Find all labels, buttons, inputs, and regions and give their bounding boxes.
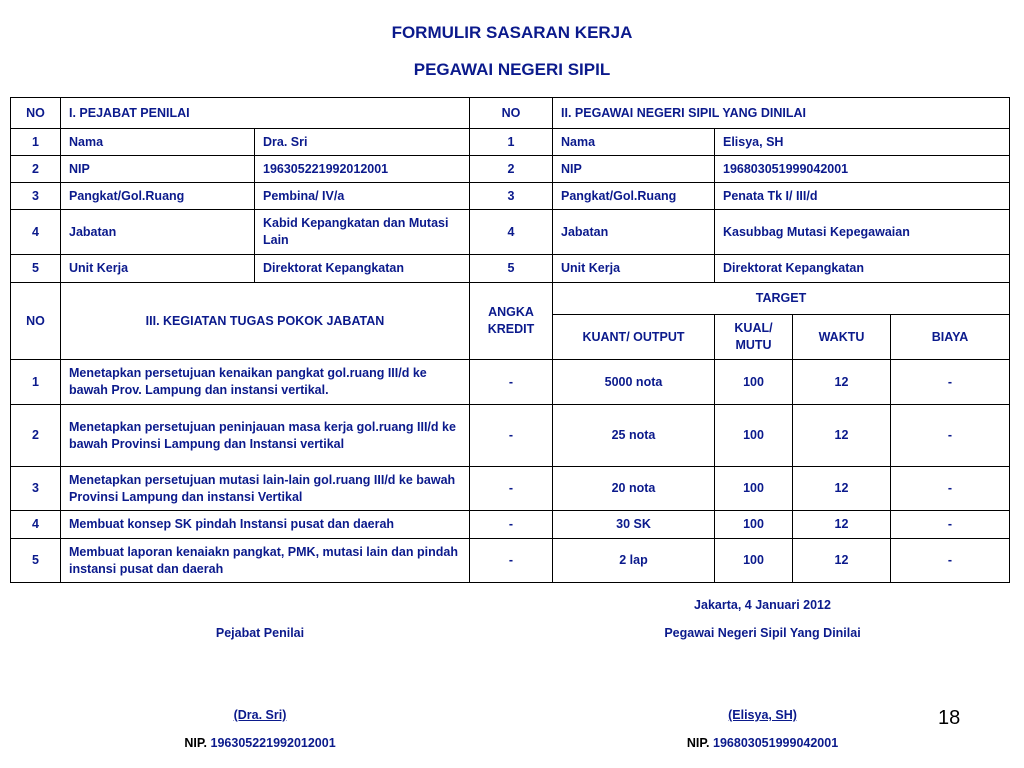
identity-row-unit-kerja xyxy=(11,255,1010,283)
activity-no: 3 xyxy=(11,467,61,511)
place-date: Jakarta, 4 Januari 2012 xyxy=(694,598,831,612)
nip-label: NIP. xyxy=(184,736,208,750)
field-label: Unit Kerja xyxy=(61,255,255,283)
activity-kual: 100 xyxy=(715,539,793,583)
nip-value: 196305221992012001 xyxy=(210,736,336,750)
activity-biaya: - xyxy=(891,539,1010,583)
activity-angka-kredit: - xyxy=(470,539,553,583)
left-signer-name: (Dra. Sri) xyxy=(233,708,287,722)
activity-waktu: 12 xyxy=(793,405,891,467)
activity-biaya: - xyxy=(891,360,1010,405)
activity-no: 1 xyxy=(11,360,61,405)
activity-angka-kredit: - xyxy=(470,511,553,539)
field-label: Pangkat/Gol.Ruang xyxy=(553,183,715,210)
activity-waktu: 12 xyxy=(793,360,891,405)
row-no: 3 xyxy=(470,183,553,210)
activity-description: Membuat konsep SK pindah Instansi pusat dan daerah xyxy=(61,511,470,539)
field-value: Kabid Kepangkatan dan Mutasi Lain xyxy=(255,210,470,255)
col-header-biaya: BIAYA xyxy=(891,315,1010,360)
nip-value: 196803051999042001 xyxy=(713,736,839,750)
row-no: 4 xyxy=(470,210,553,255)
row-no: 4 xyxy=(11,210,61,255)
activity-no: 5 xyxy=(11,539,61,583)
field-value: 196803051999042001 xyxy=(715,156,1010,183)
right-signer-nip xyxy=(560,736,965,750)
left-signer-nip xyxy=(110,736,410,750)
activity-row xyxy=(11,405,1010,467)
activity-angka-kredit: - xyxy=(470,467,553,511)
col-header-no-1: NO xyxy=(11,98,61,129)
row-no: 5 xyxy=(470,255,553,283)
row-no: 2 xyxy=(470,156,553,183)
activity-biaya: - xyxy=(891,511,1010,539)
activity-description: Membuat laporan kenaiakn pangkat, PMK, mutasi lain dan pindah instansi pusat dan daerah xyxy=(61,539,470,583)
form-title: FORMULIR SASARAN KERJA xyxy=(391,23,633,42)
activity-no: 4 xyxy=(11,511,61,539)
row-no: 2 xyxy=(11,156,61,183)
row-no: 1 xyxy=(470,129,553,156)
activity-kuant: 30 SK xyxy=(553,511,715,539)
col-header-kual-mutu: KUAL/ MUTU xyxy=(715,315,793,360)
identity-row-pangkat xyxy=(11,183,1010,210)
field-label: NIP xyxy=(61,156,255,183)
field-label: Jabatan xyxy=(61,210,255,255)
field-value: 196305221992012001 xyxy=(255,156,470,183)
identity-row-nama xyxy=(11,129,1010,156)
field-value: Elisya, SH xyxy=(715,129,1010,156)
activity-kual: 100 xyxy=(715,511,793,539)
col-header-no-3: NO xyxy=(11,283,61,360)
activity-angka-kredit: - xyxy=(470,360,553,405)
activity-header-row xyxy=(11,283,1010,315)
field-label: Unit Kerja xyxy=(553,255,715,283)
field-value: Dra. Sri xyxy=(255,129,470,156)
activity-description: Menetapkan persetujuan peninjauan masa kerja gol.ruang III/d ke bawah Provinsi Lampung dan Instansi vertikal xyxy=(61,405,470,467)
col-header-target: TARGET xyxy=(553,283,1010,315)
identity-header-row xyxy=(11,98,1010,129)
activity-biaya: - xyxy=(891,405,1010,467)
field-label: Nama xyxy=(61,129,255,156)
activity-description: Menetapkan persetujuan mutasi lain-lain gol.ruang III/d ke bawah Provinsi Lampung dan instansi Vertikal xyxy=(61,467,470,511)
activity-kual: 100 xyxy=(715,360,793,405)
activity-row xyxy=(11,360,1010,405)
activity-kuant: 5000 nota xyxy=(553,360,715,405)
field-label: NIP xyxy=(553,156,715,183)
col-header-angka-kredit: ANGKA KREDIT xyxy=(470,283,553,360)
right-signer-role: Pegawai Negeri Sipil Yang Dinilai xyxy=(664,626,861,640)
col-header-no-2: NO xyxy=(470,98,553,129)
activity-waktu: 12 xyxy=(793,467,891,511)
activity-biaya: - xyxy=(891,467,1010,511)
field-value: Pembina/ IV/a xyxy=(255,183,470,210)
col-header-kuant-output: KUANT/ OUTPUT xyxy=(553,315,715,360)
row-no: 1 xyxy=(11,129,61,156)
col-header-waktu: WAKTU xyxy=(793,315,891,360)
activity-waktu: 12 xyxy=(793,511,891,539)
sasaran-kerja-table xyxy=(10,97,1010,583)
activity-kuant: 2 lap xyxy=(553,539,715,583)
right-signer-name: (Elisya, SH) xyxy=(728,708,797,722)
nip-label: NIP. xyxy=(686,736,710,750)
field-value: Direktorat Kepangkatan xyxy=(255,255,470,283)
row-no: 3 xyxy=(11,183,61,210)
section3-heading: III. KEGIATAN TUGAS POKOK JABATAN xyxy=(61,283,470,360)
page-number: 18 xyxy=(938,707,961,729)
identity-row-jabatan xyxy=(11,210,1010,255)
activity-waktu: 12 xyxy=(793,539,891,583)
row-no: 5 xyxy=(11,255,61,283)
activity-kual: 100 xyxy=(715,405,793,467)
activity-angka-kredit: - xyxy=(470,405,553,467)
section2-heading: II. PEGAWAI NEGERI SIPIL YANG DINILAI xyxy=(553,98,1010,129)
activity-no: 2 xyxy=(11,405,61,467)
activity-row xyxy=(11,539,1010,583)
field-label: Nama xyxy=(553,129,715,156)
left-signer-role: Pejabat Penilai xyxy=(215,626,305,640)
field-label: Jabatan xyxy=(553,210,715,255)
form-subtitle: PEGAWAI NEGERI SIPIL xyxy=(413,60,611,79)
activity-row xyxy=(11,511,1010,539)
field-value: Kasubbag Mutasi Kepegawaian xyxy=(715,210,1010,255)
field-value: Penata Tk I/ III/d xyxy=(715,183,1010,210)
section1-heading: I. PEJABAT PENILAI xyxy=(61,98,470,129)
activity-kuant: 25 nota xyxy=(553,405,715,467)
activity-description: Menetapkan persetujuan kenaikan pangkat gol.ruang III/d ke bawah Prov. Lampung dan instansi vertikal. xyxy=(61,360,470,405)
activity-row xyxy=(11,467,1010,511)
identity-row-nip xyxy=(11,156,1010,183)
field-label: Pangkat/Gol.Ruang xyxy=(61,183,255,210)
activity-kuant: 20 nota xyxy=(553,467,715,511)
field-value: Direktorat Kepangkatan xyxy=(715,255,1010,283)
activity-kual: 100 xyxy=(715,467,793,511)
